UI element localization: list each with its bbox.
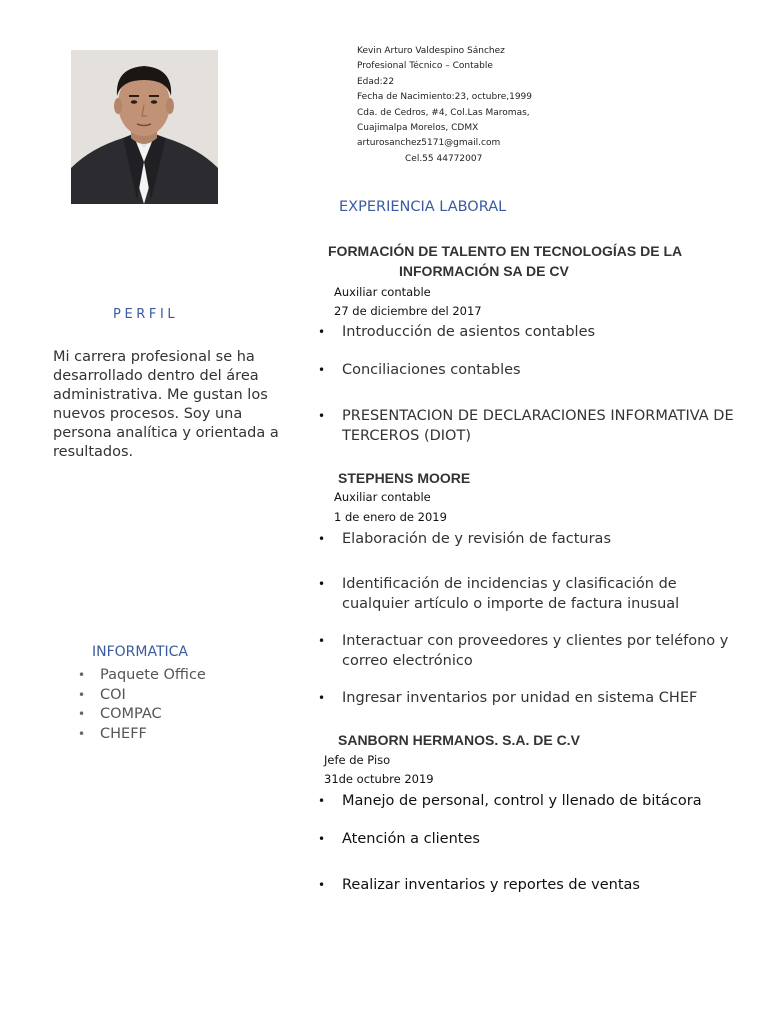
contact-address-line2: Cuajimalpa Morelos, CDMX [357, 123, 479, 134]
list-item: • Ingresar inventarios por unidad en sistema CHEF [318, 690, 698, 706]
contact-phone: Cel.55 44772007 [405, 153, 483, 164]
contact-title: Profesional Técnico – Contable [357, 61, 493, 72]
task-text: Atención a clientes [342, 831, 480, 847]
list-item: • Conciliaciones contables [318, 362, 521, 378]
task-text: Elaboración de y revisión de facturas [342, 531, 611, 547]
company-name: FORMACIÓN DE TALENTO EN TECNOLOGÍAS DE LA [328, 243, 683, 259]
company-name: SANBORN HERMANOS. S.A. DE C.V [338, 732, 580, 748]
contact-birthdate: Fecha de Nacimiento:23, octubre,1999 [357, 92, 533, 103]
informatica-heading: INFORMATICA [92, 644, 189, 660]
contact-name: Kevin Arturo Valdespino Sánchez [357, 46, 505, 56]
contact-block [357, 44, 532, 167]
task-text: Identificación de incidencias y clasificación de cualquier artículo o importe de factura inusual [342, 576, 680, 612]
list-item: • COMPAC [78, 705, 206, 725]
list-item: • CHEFF [78, 725, 206, 745]
list-item: • Atención a clientes [318, 831, 480, 847]
company-name: STEPHENS MOORE [338, 470, 471, 486]
list-item: • Manejo de personal, control y llenado de bitácora [318, 793, 702, 809]
list-item: • PRESENTACION DE DECLARACIONES INFORMATIVA DE TERCEROS (DIOT) [318, 408, 734, 444]
list-item: • Introducción de asientos contables [318, 324, 596, 340]
perfil-heading: PERFIL [113, 307, 179, 322]
task-text: Ingresar inventarios por unidad en sistema CHEF [342, 690, 698, 706]
task-text: Realizar inventarios y reportes de ventas [342, 877, 640, 893]
contact-age: Edad:22 [357, 76, 395, 87]
list-item: • Identificación de incidencias y clasificación de cualquier artículo o importe de factura inusual [318, 576, 680, 612]
experience-heading: EXPERIENCIA LABORAL [339, 199, 507, 215]
task-text: PRESENTACION DE DECLARACIONES INFORMATIVA DE TERCEROS (DIOT) [342, 408, 734, 444]
informatica-list [78, 666, 206, 744]
list-item: • Realizar inventarios y reportes de ventas [318, 877, 640, 893]
job-date: 1 de enero de 2019 [334, 510, 447, 524]
task-text: Interactuar con proveedores y clientes por teléfono y correo electrónico [342, 633, 729, 669]
job-date: 31de octubre 2019 [324, 772, 434, 786]
contact-email: arturosanchez5171@gmail.com [357, 138, 501, 149]
company-name-line2: INFORMACIÓN SA DE CV [399, 263, 569, 279]
job-role: Jefe de Piso [324, 753, 391, 767]
contact-address-line1: Cda. de Cedros, #4, Col.Las Maromas, [357, 107, 530, 118]
list-item: • COI [78, 686, 206, 706]
job-role: Auxiliar contable [334, 285, 431, 299]
perfil-text: Mi carrera profesional se ha desarrollado dentro del área administrativa. Me gustan los nuevos procesos. Soy una persona analítica y orientada a resultados. [53, 349, 279, 460]
list-item: • Paquete Office [78, 666, 206, 686]
job-role: Auxiliar contable [334, 490, 431, 504]
task-text: Manejo de personal, control y llenado de bitácora [342, 793, 702, 809]
list-item: • Interactuar con proveedores y clientes por teléfono y correo electrónico [318, 633, 729, 669]
job-date: 27 de diciembre del 2017 [334, 304, 482, 318]
task-text: Conciliaciones contables [342, 362, 521, 378]
profile-photo [71, 50, 218, 204]
task-text: Introducción de asientos contables [342, 324, 596, 340]
list-item: • Elaboración de y revisión de facturas [318, 531, 611, 547]
